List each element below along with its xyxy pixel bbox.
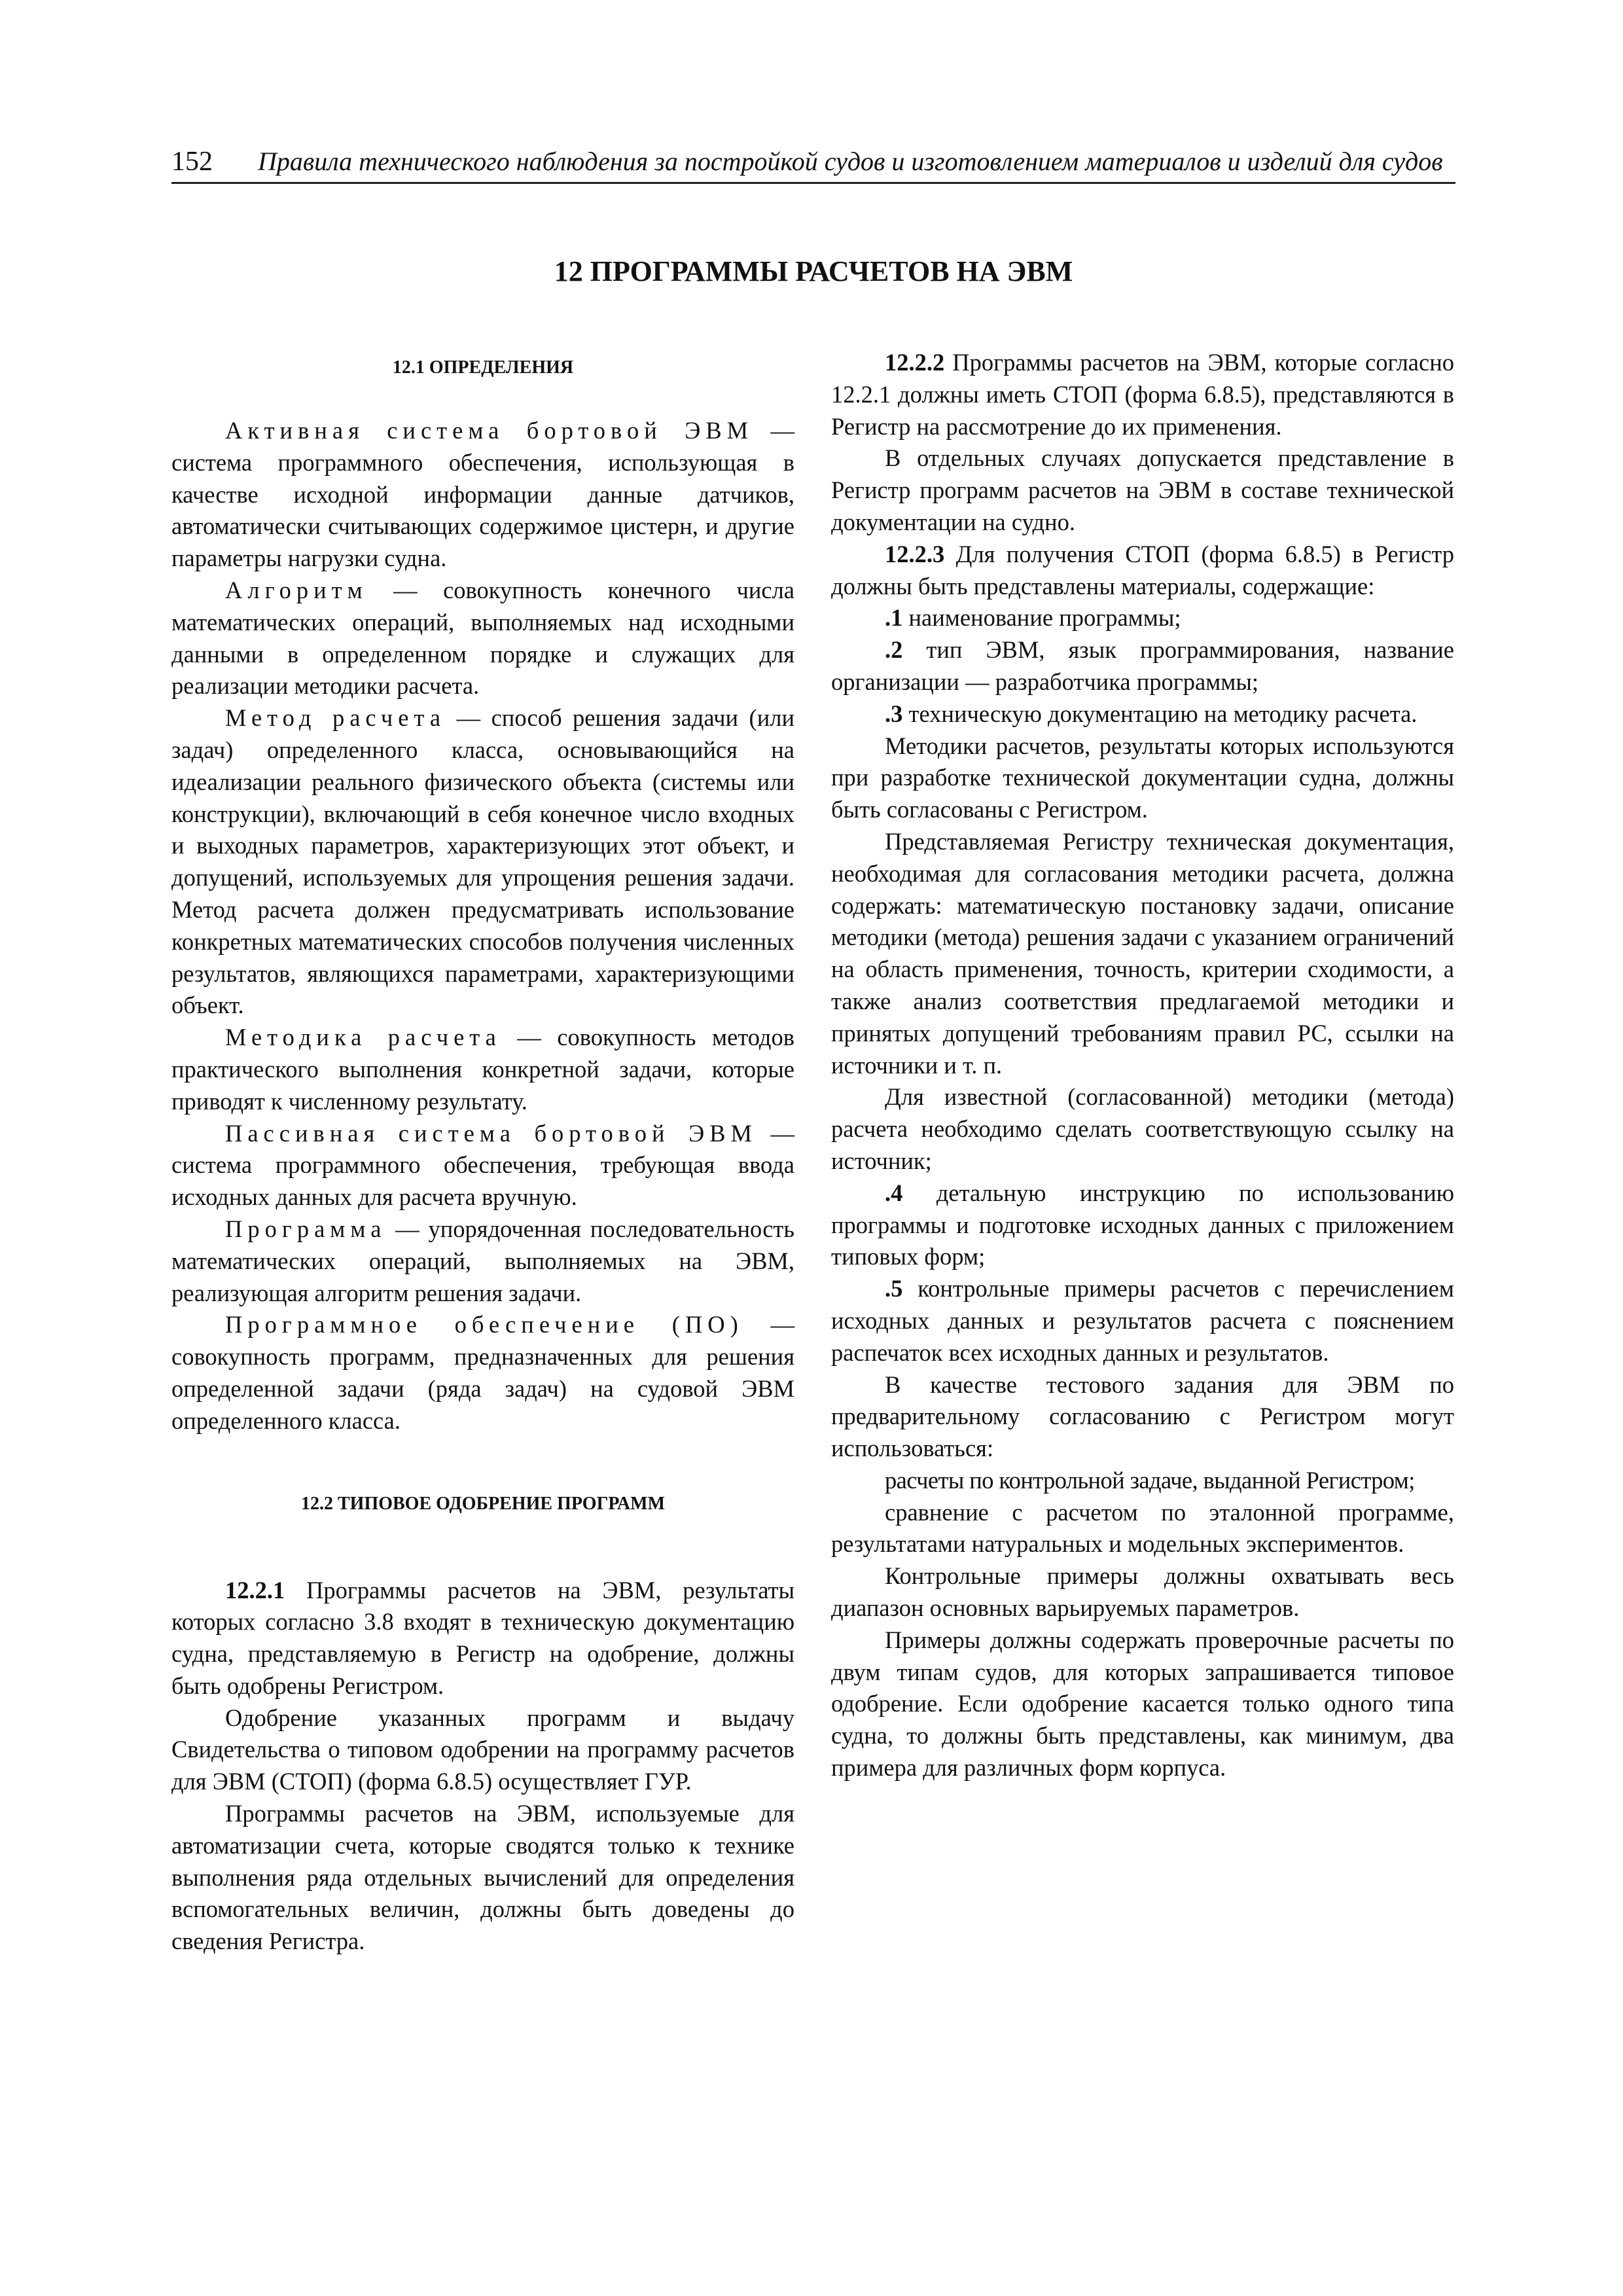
- right-column: [831, 347, 1454, 1784]
- paragraph-special-cases: В отдельных случаях допускается представление в Регистр программ расчетов на ЭВМ в составе технической документации на судно.: [831, 444, 1454, 535]
- paragraph-approval: Одобрение указанных программ и выдачу Свидетельства о типовом одобрении на программу расчетов для ЭВМ (СТОП) (форма 6.8.5) осуществляет ГУР.: [171, 1704, 794, 1795]
- paragraph-text: Программы расчетов на ЭВМ, результаты которых согласно 3.8 входят в техническую документацию судна, представляемую в Регистр на одобрение, должны быть одобрены Регистром.: [171, 1576, 794, 1699]
- item-text: контрольные примеры расчетов с перечислением исходных данных и результатов расчета с пояснением распечаток всех исходных данных и результатов.: [831, 1275, 1454, 1366]
- paragraph-examples: Примеры должны содержать проверочные расчеты по двум типам судов, для которых запрашивается типовое одобрение. Если одобрение касается только одного типа судна, то должны быть представлены, как минимум, два примера для различных форм корпуса.: [831, 1626, 1454, 1782]
- definition-algorithm: [171, 575, 794, 702]
- definition-software: [171, 1309, 794, 1437]
- list-item-5: [831, 1273, 1454, 1369]
- definition-term: Программа: [225, 1215, 387, 1242]
- paragraph-12-2-3: [831, 539, 1454, 603]
- running-header: [171, 143, 1455, 181]
- paragraph-control-examples: Контрольные примеры должны охватывать весь диапазон основных варьируемых параметров.: [831, 1562, 1454, 1622]
- page-number: 152: [171, 147, 213, 177]
- running-title: Правила технического наблюдения за постройкой судов и изготовлением материалов и изделий для судов: [258, 147, 1443, 176]
- paragraph-test-option-a: расчеты по контрольной задаче, выданной Регистром;: [885, 1466, 1415, 1494]
- item-number: .1: [885, 604, 903, 632]
- definition-text: — упорядоченная последовательность математических операций, выполняемых на ЭВМ, реализующая алгоритм решения задачи.: [171, 1215, 794, 1306]
- item-number: .5: [885, 1275, 903, 1302]
- paragraph-text: Программы расчетов на ЭВМ, которые согласно 12.2.1 должны иметь СТОП (форма 6.8.5), представляются в Регистр на рассмотрение до их применения.: [831, 349, 1454, 440]
- definition-term: Активная система бортовой ЭВМ: [225, 417, 754, 444]
- definition-term: Пассивная система бортовой ЭВМ: [225, 1119, 757, 1147]
- item-text: наименование программы;: [902, 604, 1181, 632]
- definition-text: — совокупность конечного числа математических операций, выполняемых над исходными данными в определенном порядке и служащих для реализации методики расчета.: [171, 576, 794, 700]
- paragraph-12-2-2: [831, 347, 1454, 442]
- definition-term: Алгоритм: [225, 576, 368, 603]
- item-text: тип ЭВМ, язык программирования, название организации — разработчика программы;: [831, 636, 1454, 695]
- paragraph-12-2-1: [171, 1575, 794, 1702]
- paragraph-known-method: Для известной (согласованной) методики (метода) расчета необходимо сделать соответствующую ссылку на источник;: [831, 1083, 1454, 1174]
- paragraph-number: 12.2.2: [885, 349, 945, 376]
- definition-calculation-method: [171, 702, 794, 1022]
- definition-term: Методика расчета: [225, 1024, 501, 1051]
- definition-term: Программное обеспечение (ПО): [225, 1311, 743, 1338]
- paragraph-automation: Программы расчетов на ЭВМ, используемые для автоматизации счета, которые сводятся только к технике выполнения ряда отдельных вычислений для определения вспомогательных величин, должны быть доведены до сведения Регистра.: [171, 1800, 794, 1955]
- definition-term: Метод расчета: [225, 704, 446, 732]
- definition-active-system: [171, 415, 794, 575]
- chapter-title: 12 ПРОГРАММЫ РАСЧЕТОВ НА ЭВМ: [554, 255, 1073, 287]
- paragraph-test-task: В качестве тестового задания для ЭВМ по предварительному согласованию с Регистром могут использоваться:: [831, 1371, 1454, 1462]
- paragraph-number: 12.2.3: [885, 540, 945, 567]
- list-item-4: [831, 1177, 1454, 1273]
- section-12-2-title: 12.2 ТИПОВОЕ ОДОБРЕНИЕ ПРОГРАММ: [300, 1493, 665, 1514]
- definition-passive-system: [171, 1118, 794, 1213]
- list-item-3: [831, 698, 1454, 730]
- paragraph-text: Для получения СТОП (форма 6.8.5) в Регистр должны быть представлены материалы, содержащие:: [831, 540, 1454, 600]
- definition-program: [171, 1213, 794, 1309]
- paragraph-number: 12.2.1: [225, 1576, 285, 1604]
- paragraph-methods: Методики расчетов, результаты которых используются при разработке технической документации судна, должны быть согласованы с Регистром.: [831, 732, 1454, 823]
- definition-text: — система программного обеспечения, требующая ввода исходных данных для расчета вручную.: [171, 1119, 795, 1211]
- header-rule: [171, 182, 1455, 184]
- definition-text: — система программного обеспечения, использующая в качестве исходной информации данные датчиков, автоматически считывающих содержимое цистерн, и другие параметры нагрузки судна.: [171, 417, 794, 572]
- item-text: техническую документацию на методику расчета.: [902, 700, 1418, 727]
- list-item-1: [831, 602, 1454, 634]
- paragraph-test-option-b: сравнение с расчетом по эталонной программе, результатами натуральных и модельных экспериментов.: [831, 1498, 1454, 1558]
- item-text: детальную инструкцию по использованию программы и подготовке исходных данных с приложением типовых форм;: [831, 1179, 1454, 1270]
- definition-calculation-procedure: [171, 1022, 794, 1117]
- item-number: .3: [885, 700, 903, 727]
- definition-text: — совокупность программ, предназначенных для решения определенной задачи (ряда задач) на судовой ЭВМ определенного класса.: [171, 1311, 795, 1434]
- section-12-1-title: 12.1 ОПРЕДЕЛЕНИЯ: [392, 357, 574, 378]
- list-item-2: [831, 634, 1454, 698]
- left-column: [171, 347, 794, 1958]
- definition-text: — способ решения задачи (или задач) определенного класса, основывающийся на идеализации реального физического объекта (системы или конструкции), включающий в себя конечное число входных и выходных параметров, характеризующих этот объект, и допущений, используемых для упрощения решения задачи. Метод расчета должен предусматривать использование конкретных математических способов получения численных результатов, являющихся параметрами, характеризующими объект.: [171, 704, 794, 1019]
- paragraph-documentation: Представляемая Регистру техническая документация, необходимая для согласования методики расчета, должна содержать: математическую постановку задачи, описание методики (метода) решения задачи с указанием ограничений на область применения, точность, критерии сходимости, а также анализ соответствия предлагаемой методики и принятых допущений требованиям правил РС, ссылки на источники и т. п.: [831, 827, 1454, 1079]
- item-number: .4: [885, 1179, 903, 1206]
- item-number: .2: [885, 636, 903, 664]
- definition-text: — совокупность методов практического выполнения конкретной задачи, которые приводят к численному результату.: [171, 1024, 794, 1115]
